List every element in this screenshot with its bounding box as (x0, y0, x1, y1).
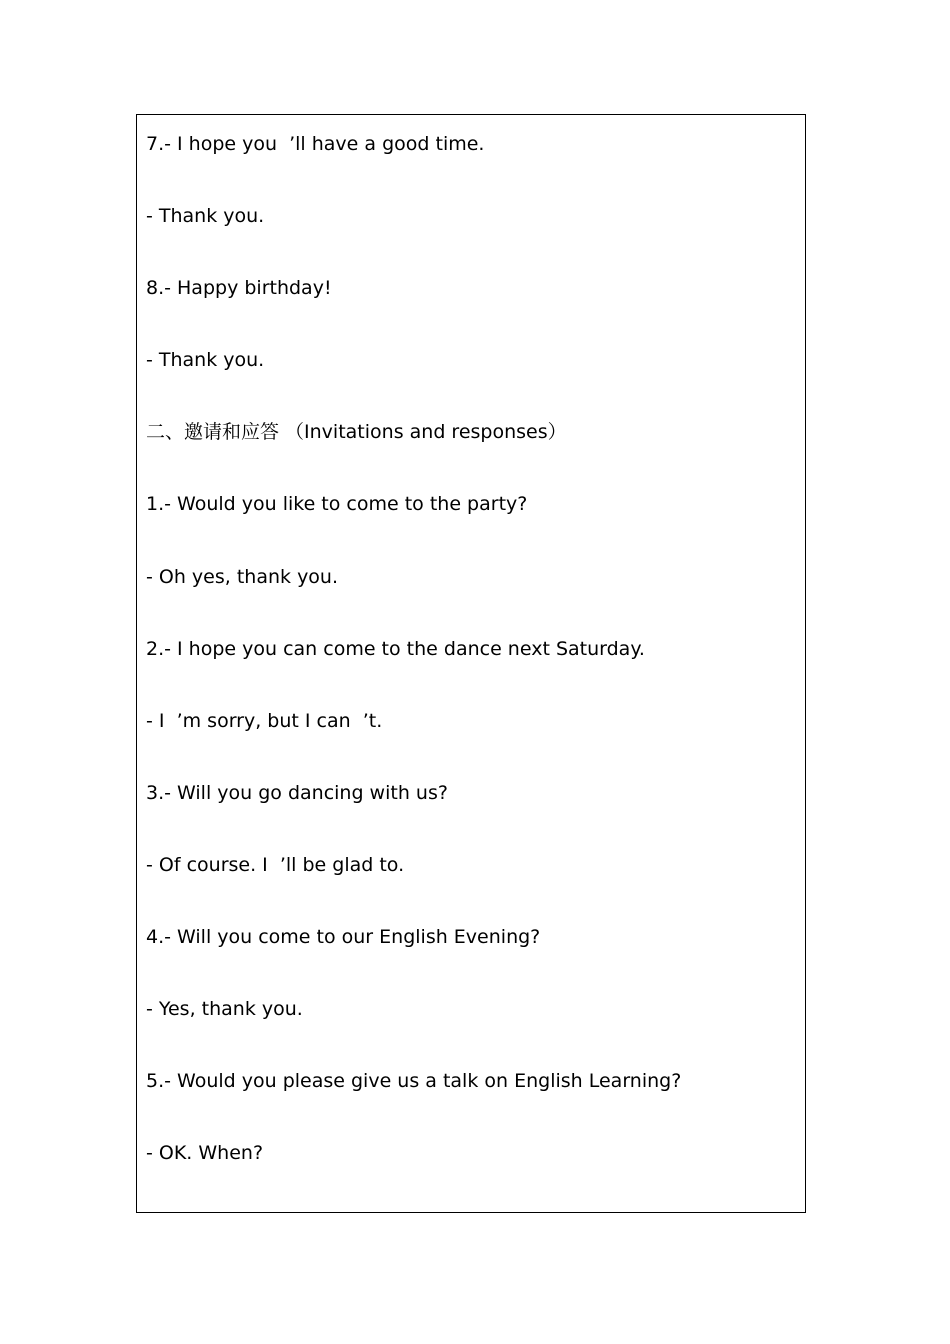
dialogue-line: 8.- Happy birthday! (146, 277, 332, 300)
dialogue-line: - Thank you. (146, 205, 265, 228)
dialogue-line: 7.- I hope you ’ll have a good time. (146, 133, 485, 155)
dialogue-line: 3.- Will you go dancing with us? (146, 781, 448, 804)
content-frame (136, 114, 806, 1213)
dialogue-line: 2.- I hope you can come to the dance next Saturday. (146, 637, 645, 660)
dialogue-line: - Yes, thank you. (146, 998, 303, 1021)
dialogue-line: - Oh yes, thank you. (146, 565, 339, 588)
dialogue-line: - I ’m sorry, but I can ’t. (146, 709, 383, 732)
dialogue-line: 4.- Will you come to our English Evening? (146, 926, 541, 949)
section-heading: 二、邀请和应答 （Invitations and responses） (146, 421, 567, 444)
dialogue-line: - Of course. I ’ll be glad to. (146, 853, 405, 876)
dialogue-line: 5.- Would you please give us a talk on English Learning? (146, 1070, 682, 1093)
dialogue-line: - OK. When? (146, 1142, 264, 1165)
dialogue-line: 1.- Would you like to come to the party? (146, 493, 528, 516)
dialogue-line: - Thank you. (146, 349, 265, 372)
dialogue-list (146, 132, 796, 1213)
